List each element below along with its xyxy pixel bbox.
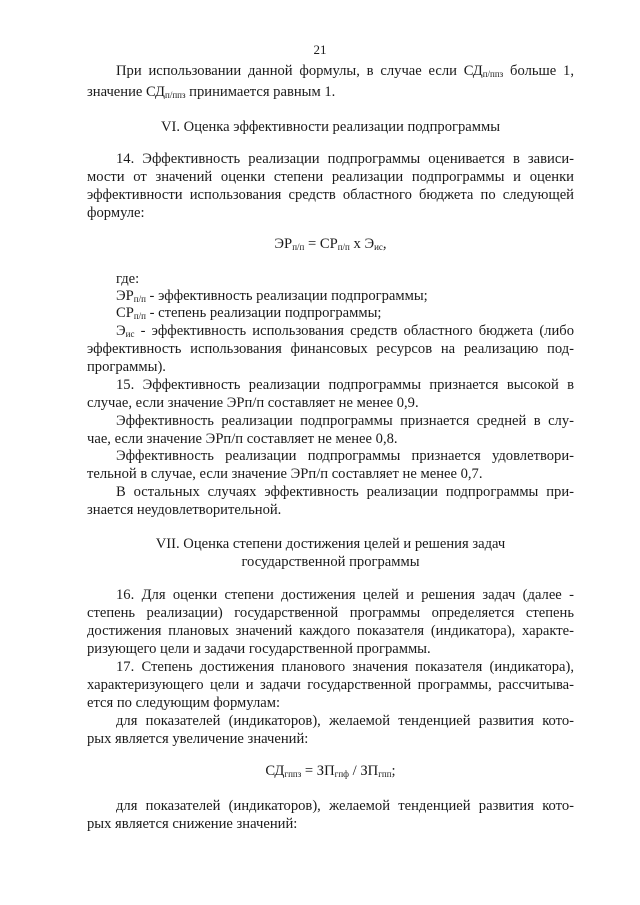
para16-line-1: 16. Для оценки степени достижения целей и решения задач (далее - [116, 587, 574, 603]
page-number: 21 [313, 42, 327, 57]
scan-margin-mark [4, 414, 7, 436]
para17-inc-line-1: для показателей (индикаторов), желаемой тенденцией развития кото- [116, 713, 574, 729]
para15-sat-line-2: тельной в случае, если значение ЭРп/п составляет не менее 0,7. [87, 466, 483, 482]
para17-line-3: ется по следующим формулам: [87, 695, 280, 711]
formula-sd: $СД_{гппз} = ЗП_{гпф} / ЗП_{гпп}$; [265, 763, 396, 779]
para16-line-4: ризующего цели и задачи государственной программы. [87, 641, 431, 657]
section-7-title-line-1: VII. Оценка степени достижения целей и решения задач [155, 536, 506, 552]
para17-dec-line-2: рых является снижение значений: [87, 816, 298, 832]
para15-other-line-1: В остальных случаях эффективность реализации подпрограммы при- [116, 484, 574, 500]
para15-mid-line-2: чае, если значение ЭРп/п составляет не менее 0,8. [87, 431, 398, 447]
para15-line-1: 15. Эффективность реализации подпрограммы признается высокой в [116, 377, 574, 393]
para15-other-line-2: знается неудовлетворительной. [87, 502, 282, 518]
para14-line-4: формуле: [87, 205, 145, 221]
para15-sat-line-1: Эффективность реализации подпрограммы признается удовлетвори- [116, 448, 574, 464]
para17-line-2: характеризующего цели и задачи государственной программы, рассчитыва- [87, 677, 574, 693]
intro-line-2: значение $СД_{п/ппз}$ принимается равным 1. [87, 84, 336, 100]
para14-line-3: эффективности использования средств областного бюджета по следующей [87, 187, 574, 203]
intro-line-1: При использовании данной формулы, в случае если $СД_{п/ппз}$ больше 1, [116, 63, 574, 79]
para15-line-2: случае, если значение ЭРп/п составляет не менее 0,9. [87, 395, 419, 411]
formula-er: $ЭР_{п/п} = СР_{п/п}$ х $Э_{ис}$, [274, 236, 387, 252]
section-7-title-line-2: государственной программы [241, 554, 420, 570]
section-6-title: VI. Оценка эффективности реализации подпрограммы [160, 119, 501, 135]
para17-dec-line-1: для показателей (индикаторов), желаемой тенденцией развития кото- [116, 798, 574, 814]
para16-line-2: степень реализации) государственной программы определяется степень [87, 605, 574, 621]
def-e-line-1: $Э_{ис}$ - эффективность использования средств областного бюджета (либо [116, 323, 574, 339]
para14-line-1: 14. Эффективность реализации подпрограммы оценивается в зависи- [116, 151, 574, 167]
def-e-line-2: эффективность использования финансовых ресурсов на реализацию под- [87, 341, 574, 357]
def-sr: $СР_{п/п}$ - степень реализации подпрограммы; [116, 305, 382, 321]
para16-line-3: достижения плановых значений каждого показателя (индикатора), характе- [87, 623, 574, 639]
para15-mid-line-1: Эффективность реализации подпрограммы признается средней в слу- [116, 413, 574, 429]
def-e-line-3: программы). [87, 359, 166, 375]
para17-line-1: 17. Степень достижения планового значения показателя (индикатора), [116, 659, 574, 675]
para14-line-2: мости от значений оценки степени реализации подпрограммы и оценки [87, 169, 574, 185]
where-label: где: [116, 271, 140, 287]
para17-inc-line-2: рых является увеличение значений: [87, 731, 309, 747]
def-er: $ЭР_{п/п}$ - эффективность реализации подпрограммы; [116, 288, 428, 304]
